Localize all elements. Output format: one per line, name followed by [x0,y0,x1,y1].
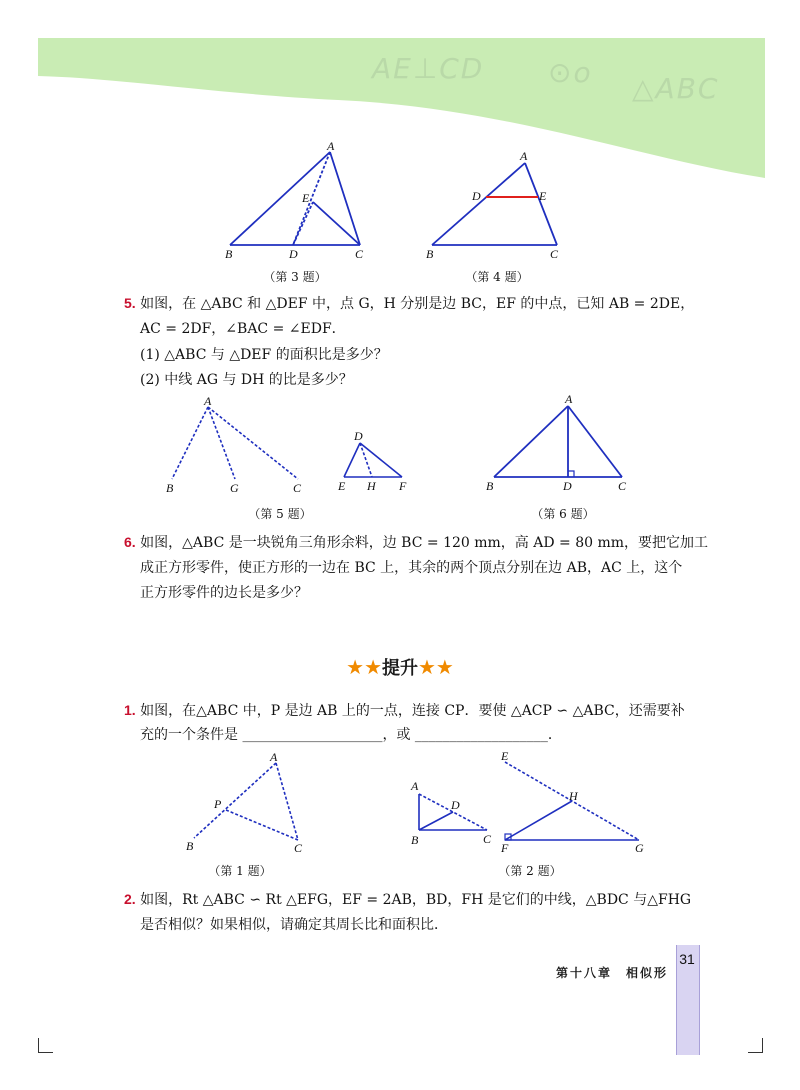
label-E: E [302,191,310,205]
question-6-line-2: 成正方形零件，使正方形的一边在 BC 上，其余的两个顶点分别在边 AB，AC 上，这个 [140,560,683,576]
label-G: G [635,841,644,855]
question-5-line-1 [124,290,694,317]
question-5-sub-2: (2) 中线 AG 与 DH 的比是多少？ [140,372,353,388]
star-icon: ★★ [346,655,382,679]
banner-watermark-2: ⊙o [548,56,593,89]
label-D: D [289,247,298,261]
label-E: E [501,749,509,763]
label-P: P [214,797,222,811]
question-number: 5. [124,295,136,311]
figure-4 [420,148,580,268]
question-text: ． [547,727,562,743]
question-6-line-3: 正方形零件的边长是多少？ [140,585,308,601]
caption-figure-4: （第 4 题） [465,270,529,284]
star-icon: ★★ [418,655,454,679]
question-text: 如图，在 △ABC 和 △DEF 中，点 G，H 分别是边 BC，EF 的中点，已知 AB = 2DE， [140,296,695,312]
label-G: G [230,481,239,495]
label-A: A [520,149,528,163]
question-text: ，或 [382,727,411,743]
caption-upgrade-figure-1: （第 1 题） [208,864,272,878]
label-D: D [563,479,572,493]
label-E: E [539,189,547,203]
answer-blank-2[interactable]: ___________________ [414,727,548,743]
question-text: 如图，Rt △ABC ∽ Rt △EFG，EF = 2AB，BD，FH 是它们的中线，△BDC 与△FHG [140,892,692,908]
label-F: F [501,841,509,855]
section-title-text: 提升 [382,658,418,679]
section-heading [0,654,800,680]
figure-5 [160,395,420,495]
chapter-title: 第十八章 相似形 [555,966,668,980]
upgrade-question-1-line-2 [140,722,562,748]
upgrade-question-1-line-1 [124,697,685,724]
caption-upgrade-figure-2: （第 2 题） [498,864,562,878]
question-text: 如图，在△ABC 中，P 是边 AB 上的一点，连接 CP．要使 △ACP ∽ △ABC，还需要补 [140,703,685,719]
label-H: H [569,789,578,803]
caption-figure-5: （第 5 题） [248,507,312,521]
upgrade-question-2-line-1 [124,886,691,913]
label-A: A [565,392,573,406]
caption-figure-3: （第 3 题） [263,270,327,284]
label-A: A [270,750,278,764]
answer-blank-1[interactable]: ____________________ [242,727,383,743]
label-A: A [327,140,335,153]
page-number: 31 [679,951,695,967]
question-number: 2. [124,891,136,907]
label-D: D [354,429,363,443]
caption-figure-6: （第 6 题） [531,507,595,521]
crop-mark-bottom-left [38,1038,53,1053]
question-text: 如图，△ABC 是一块锐角三角形余料，边 BC = 120 mm，高 AD = 80 mm，要把它加工 [140,535,709,551]
label-D: D [472,189,481,203]
label-F: F [399,479,407,493]
label-B: B [186,839,194,853]
upgrade-figure-2 [405,748,655,858]
question-number: 1. [124,702,136,718]
label-C: C [618,479,627,493]
banner-watermark-3: △ABC [632,72,720,105]
label-B: B [426,247,434,261]
question-number: 6. [124,534,136,550]
label-C: C [294,841,303,855]
figure-6 [480,392,640,497]
label-B: B [486,479,494,493]
label-C: C [483,832,492,846]
question-5-line-2: AC = 2DF，∠BAC = ∠EDF． [140,321,346,337]
question-5-sub-1: (1) △ABC 与 △DEF 的面积比是多少？ [140,347,388,363]
label-H: H [367,479,376,493]
upgrade-figure-1 [180,748,310,858]
label-B: B [225,247,233,261]
label-C: C [550,247,559,261]
figure-3 [215,140,375,265]
crop-mark-bottom-right [748,1038,763,1053]
label-A: A [204,395,212,408]
label-C: C [293,481,302,495]
upgrade-question-2-line-2: 是否相似？如果相似，请确定其周长比和面积比． [140,917,448,933]
label-A: A [411,779,419,793]
banner-watermark-1: AE⊥CD [372,52,485,85]
label-C: C [355,247,364,261]
question-text: 充的一个条件是 [140,727,238,743]
label-B: B [411,833,419,847]
question-6-line-1 [124,529,708,556]
label-D: D [451,798,460,812]
label-E: E [338,479,346,493]
label-B: B [166,481,174,495]
